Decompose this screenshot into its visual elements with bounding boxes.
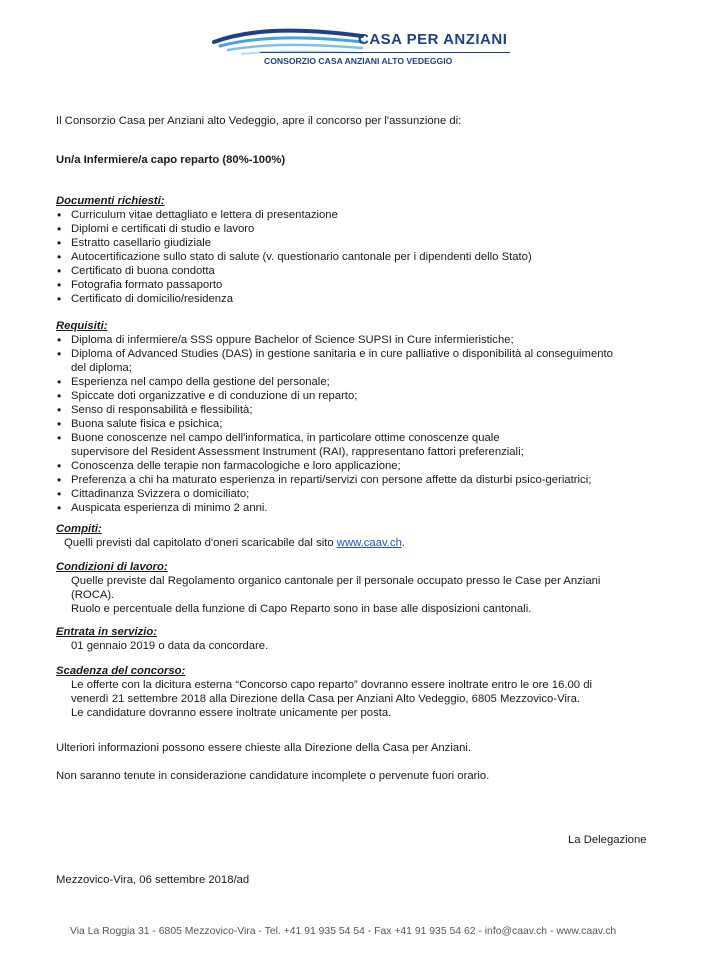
scadenza-line: Le candidature dovranno essere inoltrate unicamente per posta. bbox=[71, 707, 392, 719]
entrata-heading: Entrata in servizio: bbox=[56, 626, 158, 638]
section-requisiti bbox=[56, 319, 613, 515]
footer-contact: Via La Roggia 31 - 6805 Mezzovico-Vira - Tel. +41 91 935 54 54 - Fax +41 91 935 54 62 - info@caav.ch - www.caav.ch bbox=[70, 926, 617, 937]
intro-text: Il Consorzio Casa per Anziani alto Vedeggio, apre il concorso per l'assunzione di: bbox=[56, 115, 462, 127]
section-documenti bbox=[56, 194, 532, 306]
list-item: • Curriculum vitae dettagliato e lettera di presentazione bbox=[56, 208, 532, 222]
condizioni-line: Ruolo e percentuale della funzione di Capo Reparto sono in base alle disposizioni cantonali. bbox=[71, 603, 532, 615]
list-item: • Buone conoscenze nel campo dell'informatica, in particolare ottime conoscenze quale bbox=[56, 431, 613, 445]
requisiti-list bbox=[56, 333, 613, 515]
list-item: • Conoscenza delle terapie non farmacologiche e loro applicazione; bbox=[56, 459, 613, 473]
section-scadenza bbox=[56, 664, 592, 720]
section-entrata bbox=[56, 625, 268, 653]
scadenza-heading: Scadenza del concorso: bbox=[56, 665, 186, 677]
entrata-text: 01 gennaio 2019 o data da concordare. bbox=[71, 640, 269, 652]
list-item: • Fotografia formato passaporto bbox=[56, 278, 532, 292]
documenti-heading: Documenti richiesti: bbox=[56, 195, 165, 207]
list-item: • Diplomi e certificati di studio e lavoro bbox=[56, 222, 532, 236]
section-condizioni bbox=[56, 560, 600, 616]
condizioni-line: Quelle previste dal Regolamento organico cantonale per il personale occupato presso le Case per Anziani bbox=[71, 575, 601, 587]
letterhead-divider bbox=[260, 52, 510, 53]
letterhead-title: CASA PER ANZIANI bbox=[358, 31, 508, 48]
list-item: • Autocertificazione sullo stato di salute (v. questionario cantonale per i dipendenti dello Stato) bbox=[56, 250, 532, 264]
list-item: • Certificato di domicilio/residenza bbox=[56, 292, 532, 306]
compiti-heading: Compiti: bbox=[56, 523, 102, 535]
signature: La Delegazione bbox=[568, 834, 647, 846]
list-item: • Diploma of Advanced Studies (DAS) in gestione sanitaria e in cure palliative o disponibilità al conseguimento bbox=[56, 347, 613, 361]
compiti-period: . bbox=[401, 537, 406, 549]
condizioni-line: (ROCA). bbox=[71, 589, 115, 601]
list-item-continuation: supervisore del Resident Assessment Instrument (RAI), rappresentano fattori preferenziali; bbox=[71, 446, 524, 458]
website-link[interactable]: www.caav.ch bbox=[336, 537, 402, 549]
compiti-text bbox=[56, 536, 405, 550]
documenti-list bbox=[56, 208, 532, 306]
section-compiti bbox=[56, 522, 405, 550]
list-item: • Diploma di infermiere/a SSS oppure Bachelor of Science SUPSI in Cure infermieristiche; bbox=[56, 333, 613, 347]
list-item: • Estratto casellario giudiziale bbox=[56, 236, 532, 250]
scadenza-line: venerdì 21 settembre 2018 alla Direzione della Casa per Anziani Alto Vedeggio, 6805 Mezzovico-Vira. bbox=[71, 693, 581, 705]
info-text: Ulteriori informazioni possono essere chieste alla Direzione della Casa per Anziani. bbox=[56, 742, 472, 754]
scadenza-line: Le offerte con la dicitura esterna “Concorso capo reparto” dovranno essere inoltrate entro le ore 16.00 di bbox=[71, 679, 593, 691]
letterhead-subtitle: CONSORZIO CASA ANZIANI ALTO VEDEGGIO bbox=[264, 56, 453, 66]
compiti-description: Quelli previsti dal capitolato d'oneri scaricabile dal sito bbox=[64, 537, 334, 549]
note-text: Non saranno tenute in considerazione candidature incomplete o pervenute fuori orario. bbox=[56, 770, 490, 782]
letterhead-logo bbox=[212, 24, 512, 72]
list-item: • Auspicata esperienza di minimo 2 anni. bbox=[56, 501, 613, 515]
list-item: • Certificato di buona condotta bbox=[56, 264, 532, 278]
place-date: Mezzovico-Vira, 06 settembre 2018/ad bbox=[56, 874, 250, 886]
requisiti-heading: Requisiti: bbox=[56, 320, 108, 332]
list-item: • Preferenza a chi ha maturato esperienza in reparti/servizi con persone affette da disturbi psico-geriatrici; bbox=[56, 473, 613, 487]
job-title: Un/a Infermiere/a capo reparto (80%-100%) bbox=[56, 154, 286, 166]
list-item-continuation: del diploma; bbox=[71, 362, 132, 374]
list-item: • Cittadinanza Svizzera o domiciliato; bbox=[56, 487, 613, 501]
list-item: • Senso di responsabilità e flessibilità; bbox=[56, 403, 613, 417]
condizioni-heading: Condizioni di lavoro: bbox=[56, 561, 168, 573]
list-item: • Esperienza nel campo della gestione del personale; bbox=[56, 375, 613, 389]
list-item: • Buona salute fisica e psichica; bbox=[56, 417, 613, 431]
list-item: • Spiccate doti organizzative e di conduzione di un reparto; bbox=[56, 389, 613, 403]
